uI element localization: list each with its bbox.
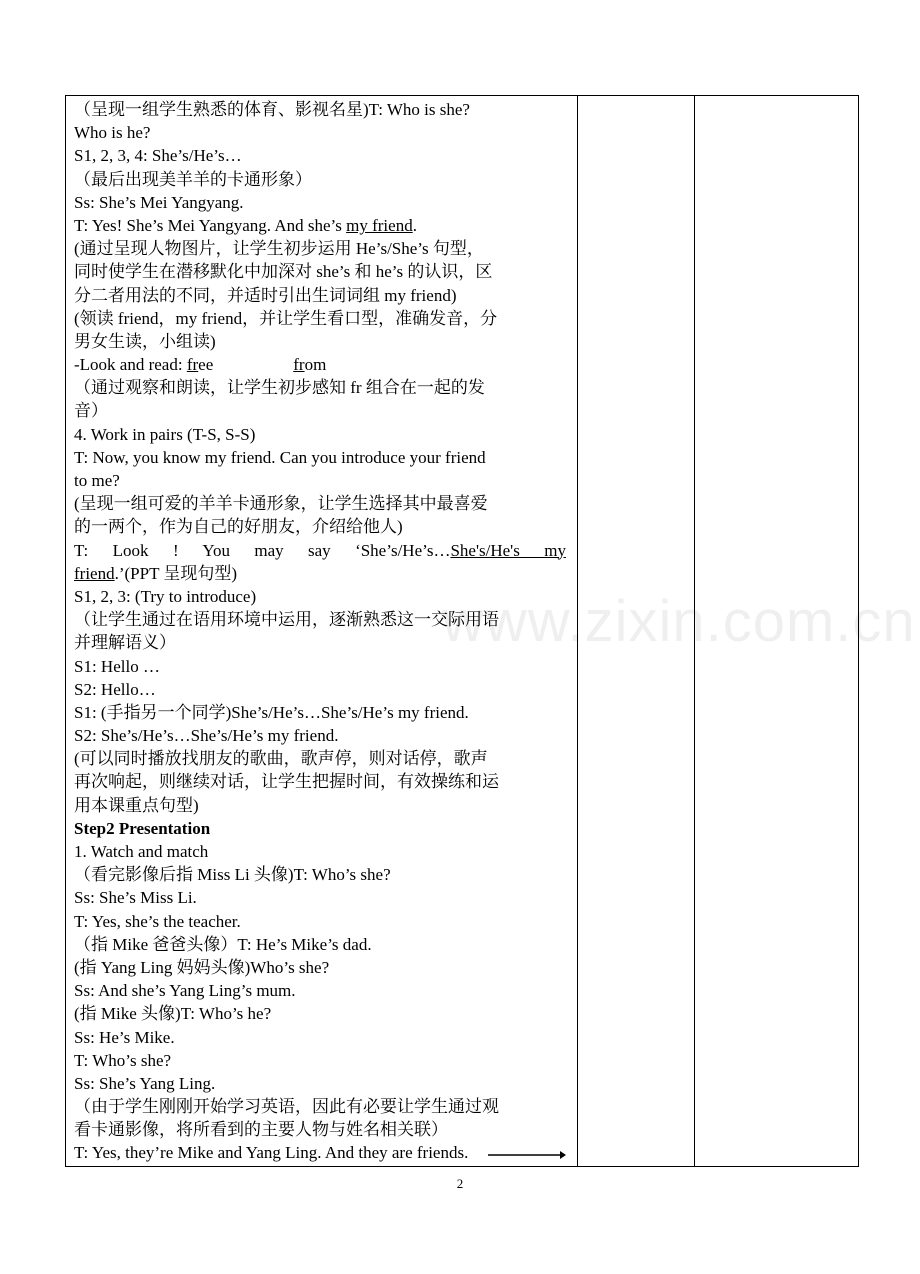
text-line: 男女生读，小组读) (74, 331, 216, 351)
watermark: www.zixin.com.cn (442, 589, 916, 654)
text-line: S2: She’s/He’s…She’s/He’s my friend. (74, 726, 339, 746)
text-line: Ss: She’s Mei Yangyang. (74, 192, 244, 212)
text-line: T: Yes, she’s the teacher. (74, 911, 241, 931)
text-line: （最后出现美羊羊的卡通形象） (74, 169, 312, 189)
text-segment: -Look and read: (74, 355, 187, 375)
text-line: Ss: She’s Yang Ling. (74, 1073, 216, 1093)
text-line: T: Now, you know my friend. Can you introduce your friend (74, 447, 486, 467)
text-line: （呈现一组学生熟悉的体育、影视名星)T: Who is she? (74, 100, 470, 119)
text-line: 用本课重点句型) (74, 795, 199, 815)
text-line: 分二者用法的不同，并适时引出生词词组 my friend) (74, 285, 457, 305)
text-segment: ee (198, 355, 214, 375)
text-segment: .’(PPT 呈现句型) (114, 563, 238, 583)
text-line: （让学生通过在语用环境中运用，逐渐熟悉这一交际用语 (74, 610, 499, 630)
text-line: Ss: She’s Miss Li. (74, 888, 197, 908)
text-line: (领读 friend，my friend，并让学生看口型，准确发音，分 (74, 308, 498, 328)
text-line: 音） (74, 401, 108, 421)
text-line: （通过观察和朗读，让学生初步感知 fr 组合在一起的发 (74, 378, 485, 398)
text-line: Ss: He’s Mike. (74, 1027, 175, 1047)
underlined-phrase: She's/He's my (450, 540, 566, 560)
text-line: 同时使学生在潜移默化中加深对 she’s 和 he’s 的认识，区 (74, 262, 493, 282)
page-number: 2 (456, 1176, 464, 1191)
text-line: Ss: And she’s Yang Ling’s mum. (74, 981, 296, 1001)
text-line: S1, 2, 3: (Try to introduce) (74, 586, 257, 606)
text-line: （由于学生刚刚开始学习英语，因此有必要让学生通过观 (74, 1097, 499, 1117)
text-line: （看完影像后指 Miss Li 头像)T: Who’s she? (74, 865, 391, 885)
text-line: 的一两个，作为自己的好朋友，介绍给他人) (74, 517, 403, 537)
underlined-letters: fr (293, 355, 305, 375)
text-line: (指 Yang Ling 妈妈头像)Who’s she? (74, 957, 330, 977)
underlined-phrase: my friend (346, 215, 413, 235)
text-line: Who is he? (74, 123, 151, 143)
text-line: (通过呈现人物图片，让学生初步运用 He’s/She’s 句型， (74, 239, 484, 259)
text-segment: T: Look ! You may say ‘She’s/He’s… (74, 540, 451, 560)
text-line: 并理解语义） (74, 633, 176, 653)
text-segment: om (304, 355, 327, 375)
arrow-mark-icon (486, 1141, 566, 1164)
text-line: （指 Mike 爸爸头像）T: He’s Mike’s dad. (74, 934, 372, 954)
text-line: to me? (74, 471, 120, 490)
text-line: S1, 2, 3, 4: She’s/He’s… (74, 146, 242, 166)
text-line: 4. Work in pairs (T-S, S-S) (74, 424, 256, 444)
underlined-phrase: friend (74, 563, 115, 583)
text-line: 再次响起，则继续对话，让学生把握时间，有效操练和运 (74, 772, 499, 792)
text-line: S1: (手指另一个同学)She’s/He’s…She’s/He’s my friend. (74, 702, 469, 722)
text-segment: T: Yes! She’s Mei Yangyang. And she’s (74, 215, 347, 235)
text-line: 1. Watch and match (74, 842, 209, 861)
text-line: (指 Mike 头像)T: Who’s he? (74, 1004, 272, 1024)
underlined-letters: fr (186, 355, 199, 375)
section-heading: Step2 Presentation (74, 818, 211, 838)
text-line (74, 1141, 566, 1164)
text-line (74, 562, 566, 585)
text-segment: T: Yes, they’re Mike and Yang Ling. And they are friends. (74, 1143, 469, 1163)
text-line: T: Who’s she? (74, 1050, 172, 1070)
text-segment: . (412, 215, 417, 235)
text-line: S2: Hello… (74, 679, 156, 699)
text-line: (呈现一组可爱的羊羊卡通形象，让学生选择其中最喜爱 (74, 494, 488, 514)
text-line: 看卡通影像，将所看到的主要人物与姓名相关联） (74, 1120, 448, 1140)
text-line (74, 539, 566, 562)
text-line: (可以同时播放找朋友的歌曲，歌声停，则对话停，歌声 (74, 749, 488, 769)
text-line: S1: Hello … (74, 656, 160, 676)
text-line (74, 214, 566, 237)
text-line (74, 353, 566, 376)
